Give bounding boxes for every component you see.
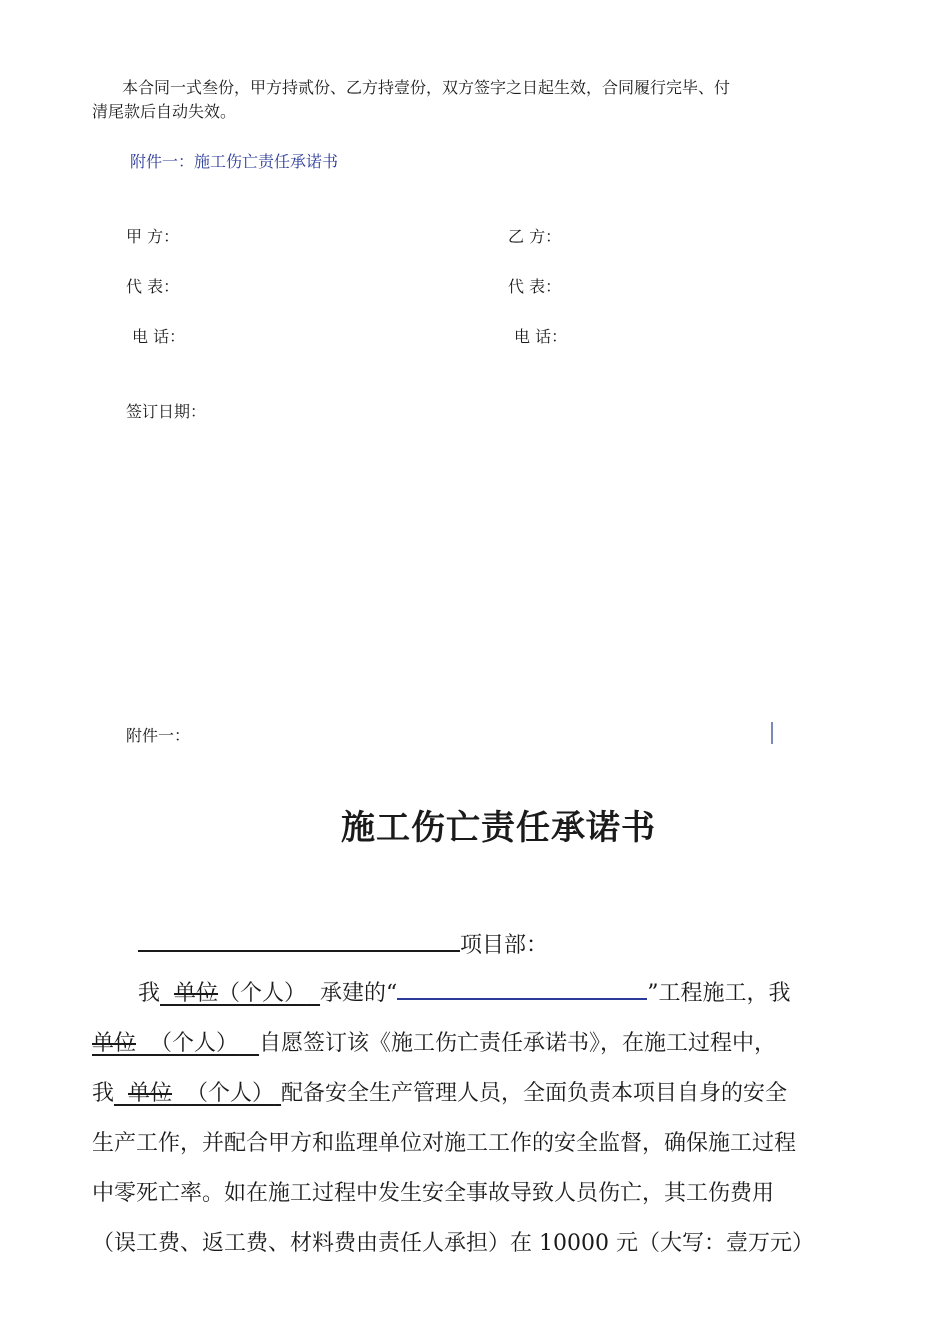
pledge-text: 自愿签订该《施工伤亡责任承诺书》，在施工过程中， — [259, 1031, 777, 1056]
person-text: （个人） — [150, 1031, 239, 1056]
attachment-title: 施工伤亡责任承诺书 — [341, 808, 656, 848]
attachment-label: 附件一： — [126, 726, 191, 745]
phone-b-label: 电 话： — [514, 327, 568, 346]
pledge-line-3 — [92, 1076, 787, 1107]
pledge-text: 我 — [92, 1081, 115, 1106]
pledge-line-6: （误工费、返工费、材料费由责任人承担）在 10000 元（大写：壹万元） — [92, 1231, 814, 1256]
person-text: （个人） — [218, 981, 307, 1006]
text-cursor — [771, 722, 773, 744]
contract-validity-line2: 清尾款后自动失效。 — [92, 102, 237, 121]
unit-text: 单位 — [128, 1081, 173, 1106]
rep-b-label: 代 表： — [508, 277, 562, 296]
project-name-blank[interactable] — [138, 928, 460, 952]
pledge-text: 承建的“ — [320, 981, 398, 1006]
pledge-line-4: 生产工作，并配合甲方和监理单位对施工工作的安全监督，确保施工过程 — [92, 1131, 797, 1156]
unit-text: 单位 — [92, 1031, 137, 1056]
pledge-line-2 — [92, 1026, 776, 1057]
unit-field-1[interactable] — [160, 981, 320, 1006]
pledge-text: 我 — [138, 981, 161, 1006]
sign-date-label: 签订日期： — [126, 402, 207, 421]
contract-validity-line1: 本合同一式叁份，甲方持贰份、乙方持壹份，双方签字之日起生效，合同履行完毕、付 — [122, 78, 731, 97]
project-dept-line — [138, 928, 548, 959]
unit-text: 单位 — [174, 981, 219, 1006]
unit-field-3[interactable] — [114, 1081, 281, 1106]
attachment-link[interactable]: 附件一：施工伤亡责任承诺书 — [130, 152, 339, 171]
project-title-blank[interactable] — [397, 976, 647, 1000]
phone-a-label: 电 话： — [132, 327, 186, 346]
project-dept-label: 项目部： — [460, 933, 549, 958]
person-text: （个人） — [186, 1081, 275, 1106]
pledge-line-1 — [138, 976, 791, 1007]
party-b-label: 乙 方： — [508, 227, 562, 246]
party-a-label: 甲 方： — [126, 227, 180, 246]
unit-field-2[interactable] — [92, 1031, 259, 1056]
pledge-text: 配备安全生产管理人员，全面负责本项目自身的安全 — [281, 1081, 788, 1106]
rep-a-label: 代 表： — [126, 277, 180, 296]
pledge-text: ”工程施工，我 — [647, 981, 791, 1006]
pledge-line-5: 中零死亡率。如在施工过程中发生安全事故导致人员伤亡，其工伤费用 — [92, 1181, 775, 1206]
